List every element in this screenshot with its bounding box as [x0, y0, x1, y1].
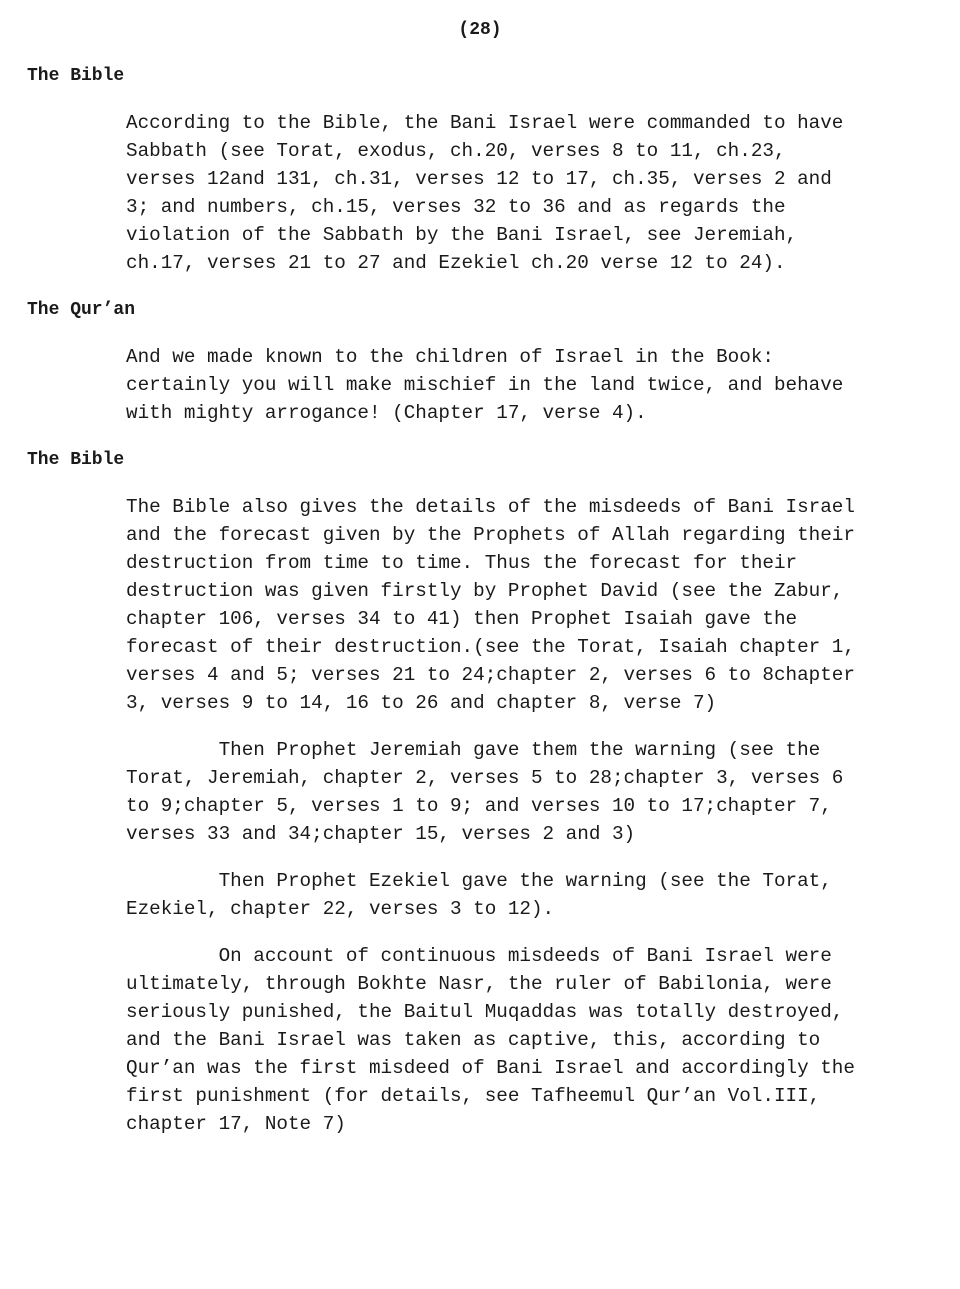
text-line: verses 12and 131, ch.31, verses 12 to 17, ch.35, verses 2 and: [126, 168, 832, 190]
text-line: with mighty arrogance! (Chapter 17, verse 4).: [126, 402, 647, 424]
section-heading-quran: The Qur’an: [27, 300, 136, 320]
text-line: Torat, Jeremiah, chapter 2, verses 5 to 28;chapter 3, verses 6: [126, 767, 844, 789]
page-number: (28): [458, 20, 502, 40]
section-heading-bible-2: The Bible: [27, 450, 125, 470]
text-line: And we made known to the children of Israel in the Book:: [126, 346, 774, 368]
text-line: ch.17, verses 21 to 27 and Ezekiel ch.20 verse 12 to 24).: [126, 252, 786, 274]
text-line: On account of continuous misdeeds of Bani Israel were: [126, 945, 832, 967]
text-line: verses 33 and 34;chapter 15, verses 2 and 3): [126, 823, 636, 845]
text-line: Qur’an was the first misdeed of Bani Israel and accordingly the: [126, 1057, 855, 1079]
text-line: The Bible also gives the details of the misdeeds of Bani Israel: [126, 496, 855, 518]
section-heading-bible-1: The Bible: [27, 66, 125, 86]
text-line: ultimately, through Bokhte Nasr, the ruler of Babilonia, were: [126, 973, 832, 995]
text-line: chapter 17, Note 7): [126, 1113, 346, 1135]
text-line: destruction from time to time. Thus the forecast for their: [126, 552, 798, 574]
text-line: first punishment (for details, see Tafheemul Qur’an Vol.III,: [126, 1085, 821, 1107]
text-line: violation of the Sabbath by the Bani Israel, see Jeremiah,: [126, 224, 798, 246]
text-line: Ezekiel, chapter 22, verses 3 to 12).: [126, 898, 555, 920]
text-line: destruction was given firstly by Prophet David (see the Zabur,: [126, 580, 844, 602]
text-line: chapter 106, verses 34 to 41) then Prophet Isaiah gave the: [126, 608, 798, 630]
text-line: forecast of their destruction.(see the Torat, Isaiah chapter 1,: [126, 636, 855, 658]
text-line: to 9;chapter 5, verses 1 to 9; and verses 10 to 17;chapter 7,: [126, 795, 832, 817]
text-line: Sabbath (see Torat, exodus, ch.20, verses 8 to 11, ch.23,: [126, 140, 786, 162]
text-line: Then Prophet Ezekiel gave the warning (see the Torat,: [126, 870, 832, 892]
text-line: certainly you will make mischief in the land twice, and behave: [126, 374, 844, 396]
text-line: According to the Bible, the Bani Israel were commanded to have: [126, 112, 844, 134]
text-line: and the Bani Israel was taken as captive, this, according to: [126, 1029, 821, 1051]
text-line: seriously punished, the Baitul Muqaddas was totally destroyed,: [126, 1001, 844, 1023]
text-line: verses 4 and 5; verses 21 to 24;chapter 2, verses 6 to 8chapter: [126, 664, 855, 686]
text-line: Then Prophet Jeremiah gave them the warning (see the: [126, 739, 821, 761]
text-line: 3; and numbers, ch.15, verses 32 to 36 and as regards the: [126, 196, 786, 218]
text-line: 3, verses 9 to 14, 16 to 26 and chapter 8, verse 7): [126, 692, 717, 714]
text-line: and the forecast given by the Prophets of Allah regarding their: [126, 524, 855, 546]
